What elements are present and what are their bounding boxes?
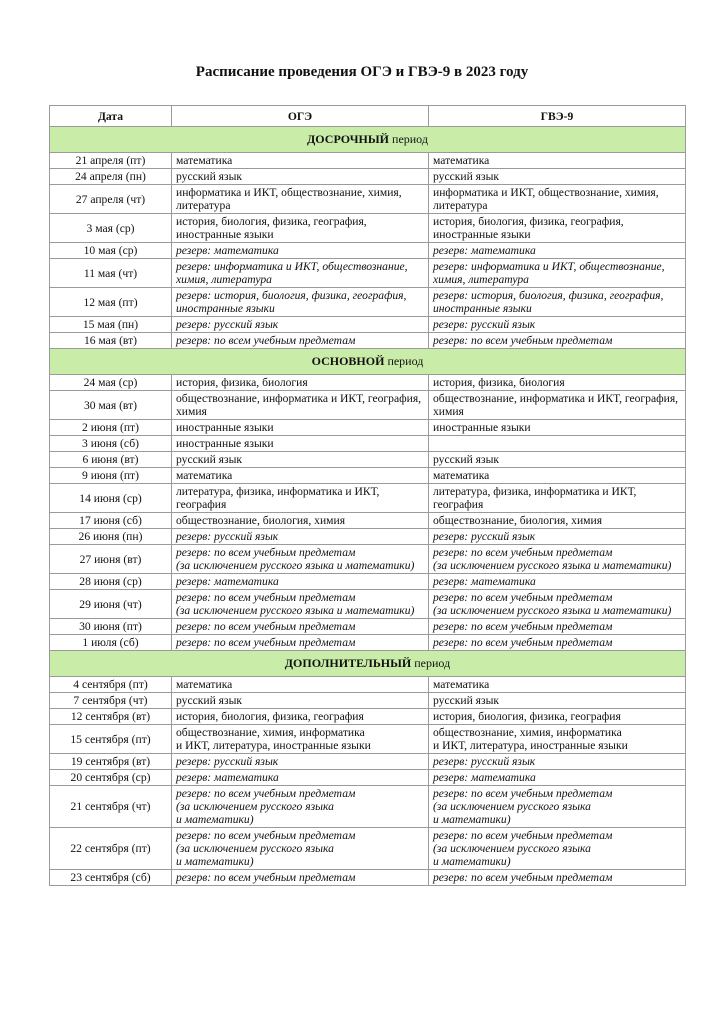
date-cell: 16 мая (вт): [50, 333, 172, 349]
oge-cell: резерв: русский язык: [172, 529, 429, 545]
date-cell: 9 июня (пт): [50, 468, 172, 484]
date-cell: 4 сентября (пт): [50, 677, 172, 693]
table-row: [50, 436, 686, 452]
table-row: [50, 677, 686, 693]
gve-cell: резерв: по всем учебным предметам: [429, 870, 686, 886]
table-row: [50, 828, 686, 870]
header-oge: ОГЭ: [172, 106, 429, 127]
table-row: [50, 513, 686, 529]
gve-cell: математика: [429, 677, 686, 693]
date-cell: 22 сентября (пт): [50, 828, 172, 870]
date-cell: 6 июня (вт): [50, 452, 172, 468]
gve-cell: резерв: по всем учебным предметам: [429, 635, 686, 651]
period-name: ДОПОЛНИТЕЛЬНЫЙ: [284, 656, 412, 670]
table-header-row: [50, 106, 686, 127]
period-name: ДОСРОЧНЫЙ: [307, 132, 390, 146]
period-row: [50, 651, 686, 677]
date-cell: 2 июня (пт): [50, 420, 172, 436]
gve-cell: литература, физика, информатика и ИКТ, география: [429, 484, 686, 513]
date-cell: 20 сентября (ср): [50, 770, 172, 786]
date-cell: 17 июня (сб): [50, 513, 172, 529]
oge-cell: математика: [172, 153, 429, 169]
date-cell: 26 июня (пн): [50, 529, 172, 545]
oge-cell: резерв: по всем учебным предметам: [172, 619, 429, 635]
date-cell: 21 сентября (чт): [50, 786, 172, 828]
table-row: [50, 709, 686, 725]
oge-cell: резерв: информатика и ИКТ, обществознание, химия, литература: [172, 259, 429, 288]
gve-cell: обществознание, информатика и ИКТ, география, химия: [429, 391, 686, 420]
oge-cell: русский язык: [172, 169, 429, 185]
period-suffix: период: [389, 132, 428, 146]
table-row: [50, 529, 686, 545]
oge-cell: обществознание, биология, химия: [172, 513, 429, 529]
gve-cell: математика: [429, 468, 686, 484]
table-row: [50, 153, 686, 169]
table-row: [50, 574, 686, 590]
gve-cell: резерв: по всем учебным предметам (за исключением русского языка и математики): [429, 590, 686, 619]
gve-cell: резерв: информатика и ИКТ, обществознание, химия, литература: [429, 259, 686, 288]
table-row: [50, 259, 686, 288]
date-cell: 29 июня (чт): [50, 590, 172, 619]
table-row: [50, 214, 686, 243]
table-row: [50, 169, 686, 185]
oge-cell: резерв: русский язык: [172, 317, 429, 333]
schedule-table: [49, 105, 686, 886]
table-row: [50, 770, 686, 786]
table-row: [50, 391, 686, 420]
oge-cell: математика: [172, 468, 429, 484]
oge-cell: резерв: математика: [172, 770, 429, 786]
gve-cell: резерв: математика: [429, 770, 686, 786]
date-cell: 3 мая (ср): [50, 214, 172, 243]
date-cell: 12 сентября (вт): [50, 709, 172, 725]
date-cell: 30 мая (вт): [50, 391, 172, 420]
gve-cell: обществознание, биология, химия: [429, 513, 686, 529]
oge-cell: иностранные языки: [172, 420, 429, 436]
period-heading: [50, 349, 686, 375]
gve-cell: резерв: история, биология, физика, география, иностранные языки: [429, 288, 686, 317]
gve-cell: история, биология, физика, география: [429, 709, 686, 725]
oge-cell: информатика и ИКТ, обществознание, химия, литература: [172, 185, 429, 214]
gve-cell: резерв: математика: [429, 243, 686, 259]
table-row: [50, 452, 686, 468]
header-gve: ГВЭ-9: [429, 106, 686, 127]
date-cell: 30 июня (пт): [50, 619, 172, 635]
table-row: [50, 420, 686, 436]
table-row: [50, 243, 686, 259]
gve-cell: резерв: по всем учебным предметам (за исключением русского языка и математики): [429, 828, 686, 870]
gve-cell: резерв: по всем учебным предметам (за исключением русского языка и математики): [429, 786, 686, 828]
date-cell: 10 мая (ср): [50, 243, 172, 259]
table-row: [50, 619, 686, 635]
oge-cell: литература, физика, информатика и ИКТ, география: [172, 484, 429, 513]
table-row: [50, 635, 686, 651]
oge-cell: математика: [172, 677, 429, 693]
date-cell: 15 сентября (пт): [50, 725, 172, 754]
oge-cell: резерв: математика: [172, 243, 429, 259]
table-row: [50, 317, 686, 333]
date-cell: 28 июня (ср): [50, 574, 172, 590]
table-row: [50, 375, 686, 391]
oge-cell: обществознание, информатика и ИКТ, география, химия: [172, 391, 429, 420]
table-row: [50, 693, 686, 709]
gve-cell: русский язык: [429, 169, 686, 185]
document-title: Расписание проведения ОГЭ и ГВЭ-9 в 2023 году: [195, 64, 529, 80]
period-suffix: период: [411, 656, 451, 670]
gve-cell: математика: [429, 153, 686, 169]
period-suffix: период: [384, 354, 424, 368]
table-row: [50, 288, 686, 317]
gve-cell: резерв: по всем учебным предметам (за исключением русского языка и математики): [429, 545, 686, 574]
date-cell: 24 апреля (пн): [50, 169, 172, 185]
table-row: [50, 484, 686, 513]
date-cell: 1 июля (сб): [50, 635, 172, 651]
gve-cell: резерв: по всем учебным предметам: [429, 333, 686, 349]
table-row: [50, 870, 686, 886]
date-cell: 27 апреля (чт): [50, 185, 172, 214]
gve-cell: история, физика, биология: [429, 375, 686, 391]
oge-cell: резерв: по всем учебным предметам (за исключением русского языка и математики): [172, 590, 429, 619]
date-cell: 15 мая (пн): [50, 317, 172, 333]
period-name: ОСНОВНОЙ: [311, 354, 385, 368]
table-row: [50, 333, 686, 349]
oge-cell: резерв: по всем учебным предметам (за исключением русского языка и математики): [172, 828, 429, 870]
oge-cell: обществознание, химия, информатика и ИКТ, литература, иностранные языки: [172, 725, 429, 754]
table-row: [50, 185, 686, 214]
gve-cell: русский язык: [429, 452, 686, 468]
period-row: [50, 349, 686, 375]
gve-cell: резерв: русский язык: [429, 529, 686, 545]
date-cell: 3 июня (сб): [50, 436, 172, 452]
oge-cell: история, биология, физика, география, иностранные языки: [172, 214, 429, 243]
oge-cell: резерв: русский язык: [172, 754, 429, 770]
date-cell: 11 мая (чт): [50, 259, 172, 288]
gve-cell: русский язык: [429, 693, 686, 709]
date-cell: 19 сентября (вт): [50, 754, 172, 770]
oge-cell: резерв: история, биология, физика, география, иностранные языки: [172, 288, 429, 317]
gve-cell: резерв: русский язык: [429, 317, 686, 333]
gve-cell: обществознание, химия, информатика и ИКТ, литература, иностранные языки: [429, 725, 686, 754]
gve-cell: [429, 436, 686, 452]
date-cell: 12 мая (пт): [50, 288, 172, 317]
oge-cell: резерв: по всем учебным предметам (за исключением русского языка и математики): [172, 786, 429, 828]
oge-cell: резерв: по всем учебным предметам: [172, 333, 429, 349]
oge-cell: история, физика, биология: [172, 375, 429, 391]
period-heading: [50, 651, 686, 677]
gve-cell: иностранные языки: [429, 420, 686, 436]
date-cell: 24 мая (ср): [50, 375, 172, 391]
table-row: [50, 754, 686, 770]
table-row: [50, 786, 686, 828]
table-row: [50, 590, 686, 619]
oge-cell: история, биология, физика, география: [172, 709, 429, 725]
oge-cell: русский язык: [172, 693, 429, 709]
oge-cell: русский язык: [172, 452, 429, 468]
header-date: Дата: [50, 106, 172, 127]
gve-cell: резерв: математика: [429, 574, 686, 590]
date-cell: 23 сентября (сб): [50, 870, 172, 886]
date-cell: 14 июня (ср): [50, 484, 172, 513]
oge-cell: иностранные языки: [172, 436, 429, 452]
oge-cell: резерв: по всем учебным предметам: [172, 870, 429, 886]
oge-cell: резерв: математика: [172, 574, 429, 590]
period-row: [50, 127, 686, 153]
schedule-body: [50, 127, 686, 886]
gve-cell: информатика и ИКТ, обществознание, химия, литература: [429, 185, 686, 214]
date-cell: 7 сентября (чт): [50, 693, 172, 709]
period-heading: [50, 127, 686, 153]
table-row: [50, 468, 686, 484]
gve-cell: история, биология, физика, география, иностранные языки: [429, 214, 686, 243]
date-cell: 21 апреля (пт): [50, 153, 172, 169]
gve-cell: резерв: по всем учебным предметам: [429, 619, 686, 635]
gve-cell: резерв: русский язык: [429, 754, 686, 770]
table-row: [50, 725, 686, 754]
table-row: [50, 545, 686, 574]
oge-cell: резерв: по всем учебным предметам (за исключением русского языка и математики): [172, 545, 429, 574]
date-cell: 27 июня (вт): [50, 545, 172, 574]
oge-cell: резерв: по всем учебным предметам: [172, 635, 429, 651]
